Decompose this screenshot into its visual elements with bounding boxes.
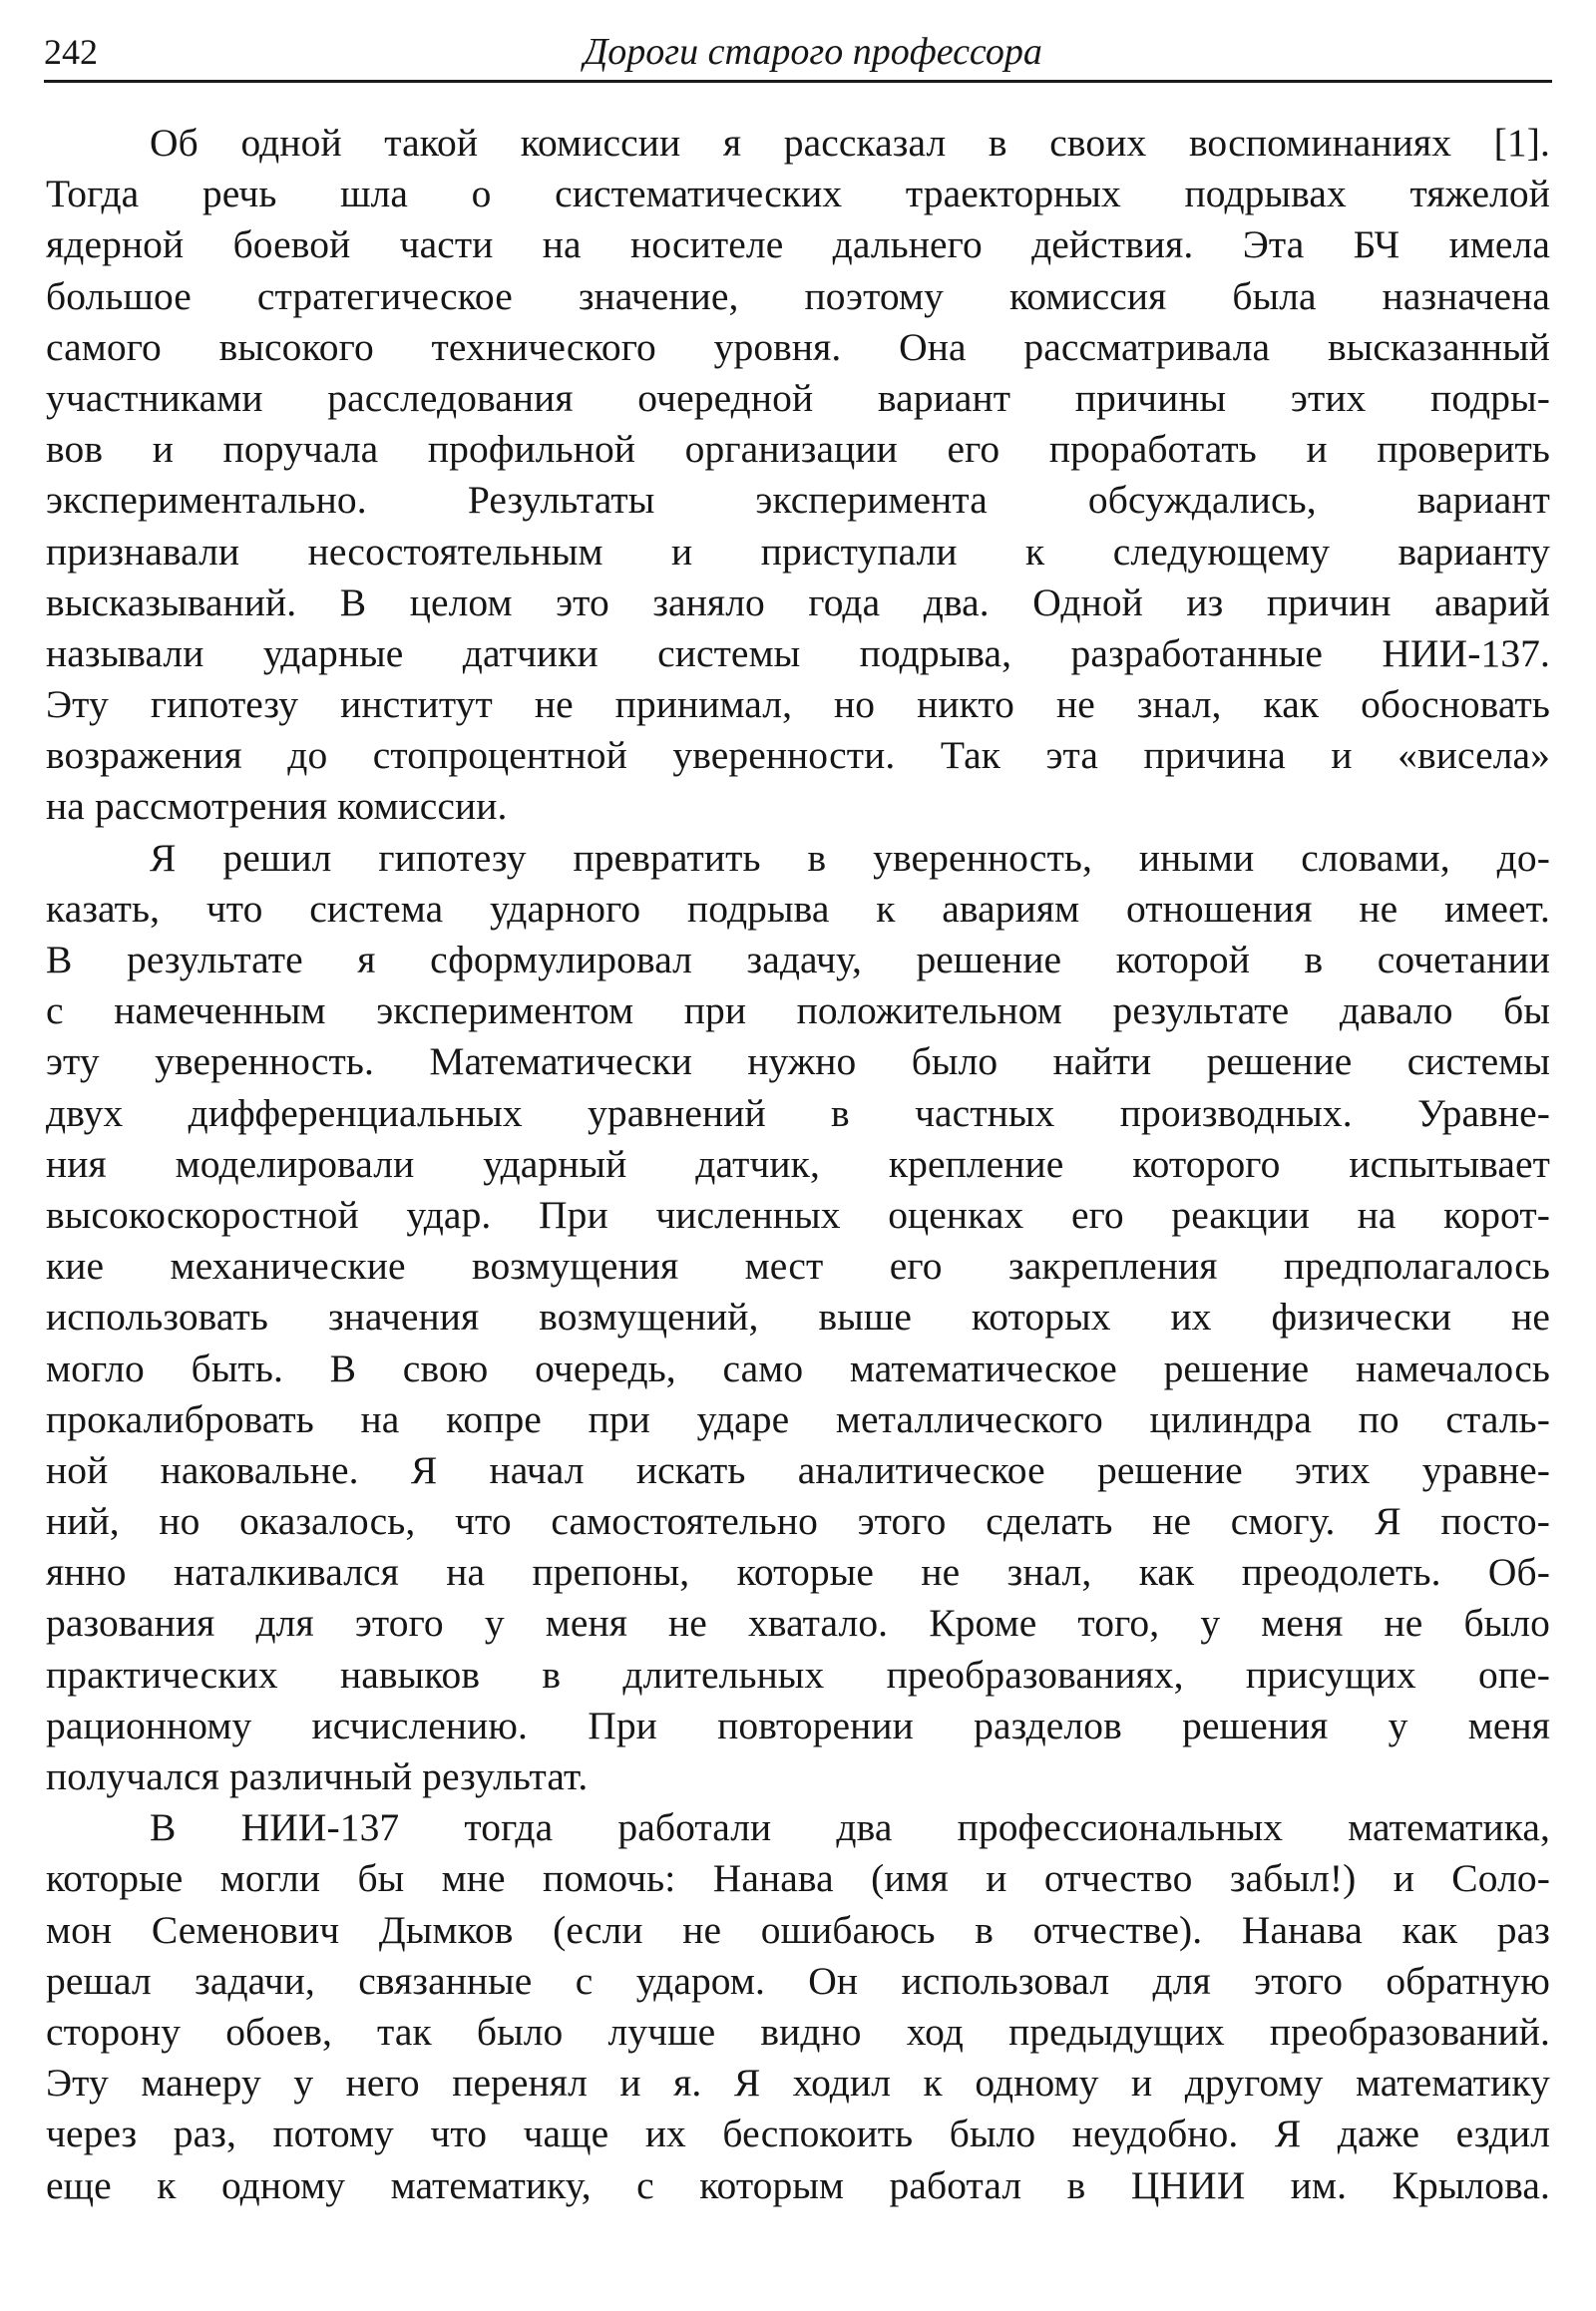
- book-title: Дороги старого профессора: [584, 31, 1042, 73]
- text-line: янно наталкивался на препоны, которые не знал, как преодолеть. Об-: [46, 1550, 1550, 1595]
- text-line: на рассмотрения комиссии.: [46, 784, 508, 829]
- text-line: эту уверенность. Математически нужно было найти решение системы: [46, 1039, 1550, 1084]
- text-line: ной наковальне. Я начал искать аналитическое решение этих уравне-: [46, 1447, 1550, 1492]
- text-line: решал задачи, связанные с ударом. Он использовал для этого обратную: [46, 1958, 1550, 2003]
- text-line: самого высокого технического уровня. Она рассматривала высказанный: [46, 324, 1550, 369]
- text-line: высказываний. В целом это заняло года два. Одной из причин аварий: [46, 579, 1550, 624]
- text-line: Тогда речь шла о систематических траекторных подрывах тяжелой: [46, 172, 1550, 216]
- text-line: экспериментально. Результаты эксперимента обсуждались, вариант: [46, 478, 1550, 523]
- running-header: [44, 22, 1552, 84]
- paragraph-1: [46, 118, 1550, 833]
- text-line: использовать значения возмущений, выше которых их физически не: [46, 1295, 1550, 1340]
- text-line: рационному исчислению. При повторении разделов решения у меня: [46, 1703, 1550, 1747]
- text-line: с намеченным экспериментом при положительном результате давало бы: [46, 988, 1550, 1033]
- text-line: В результате я сформулировал задачу, решение которой в сочетании: [46, 938, 1550, 981]
- text-line: прокалибровать на копре при ударе металлического цилиндра по сталь-: [46, 1396, 1550, 1441]
- header-rule: [44, 80, 1552, 83]
- text-line: могло быть. В свою очередь, само математическое решение намечалось: [46, 1346, 1550, 1390]
- page-number: 242: [44, 32, 98, 72]
- text-line: участниками расследования очередной вариант причины этих подры-: [46, 375, 1550, 420]
- text-line: Об одной такой комиссии я рассказал в своих воспоминаниях [1].: [150, 121, 1550, 165]
- text-line: через раз, потому что чаще их беспокоить было неудобно. Я даже ездил: [46, 2112, 1550, 2156]
- text-line: еще к одному математику, с которым работал в ЦНИИ им. Крылова.: [46, 2162, 1550, 2207]
- text-line: Я решил гипотезу превратить в уверенность, иными словами, до-: [150, 835, 1550, 880]
- text-line: вов и поручала профильной организации его проработать и проверить: [46, 427, 1550, 472]
- text-line: В НИИ-137 тогда работали два профессиональных математика,: [150, 1805, 1550, 1850]
- text-line: ядерной боевой части на носителе дальнего действия. Эта БЧ имела: [46, 222, 1550, 267]
- text-line: называли ударные датчики системы подрыва, разработанные НИИ-137.: [46, 630, 1550, 675]
- text-line: высокоскоростной удар. При численных оценках его реакции на корот-: [46, 1192, 1550, 1237]
- text-line: Эту гипотезу институт не принимал, но никто не знал, как обосновать: [46, 682, 1550, 727]
- text-line: разования для этого у меня не хватало. Кроме того, у меня не было: [46, 1601, 1550, 1646]
- text-line: возражения до стопроцентной уверенности. Так эта причина и «висела»: [46, 733, 1550, 778]
- text-line: кие механические возмущения мест его закрепления предполагалось: [46, 1244, 1550, 1289]
- text-line: сторону обоев, так было лучше видно ход предыдущих преобразований.: [46, 2009, 1550, 2054]
- text-line: получался различный результат.: [46, 1754, 589, 1798]
- text-line: признавали несостоятельным и приступали к следующему варианту: [46, 529, 1550, 574]
- text-line: Эту манеру у него перенял и я. Я ходил к одному и другому математику: [46, 2061, 1550, 2106]
- text-line: двух дифференциальных уравнений в частных производных. Уравне-: [46, 1090, 1550, 1135]
- paragraph-2: [46, 833, 1550, 1803]
- text-line: практических навыков в длительных преобразованиях, присущих опе-: [46, 1652, 1550, 1697]
- paragraph-3: [46, 1802, 1550, 2211]
- text-line: ния моделировали ударный датчик, крепление которого испытывает: [46, 1141, 1550, 1186]
- text-line: большое стратегическое значение, поэтому комиссия была назначена: [46, 273, 1550, 318]
- text-line: казать, что система ударного подрыва к авариям отношения не имеет.: [46, 886, 1550, 931]
- text-line: которые могли бы мне помочь: Нанава (имя и отчество забыл!) и Соло-: [46, 1856, 1550, 1901]
- text-line: ний, но оказалось, что самостоятельно этого сделать не смогу. Я посто-: [46, 1499, 1550, 1544]
- body-text: [46, 118, 1550, 2211]
- text-line: мон Семенович Дымков (если не ошибаюсь в отчестве). Нанава как раз: [46, 1907, 1550, 1952]
